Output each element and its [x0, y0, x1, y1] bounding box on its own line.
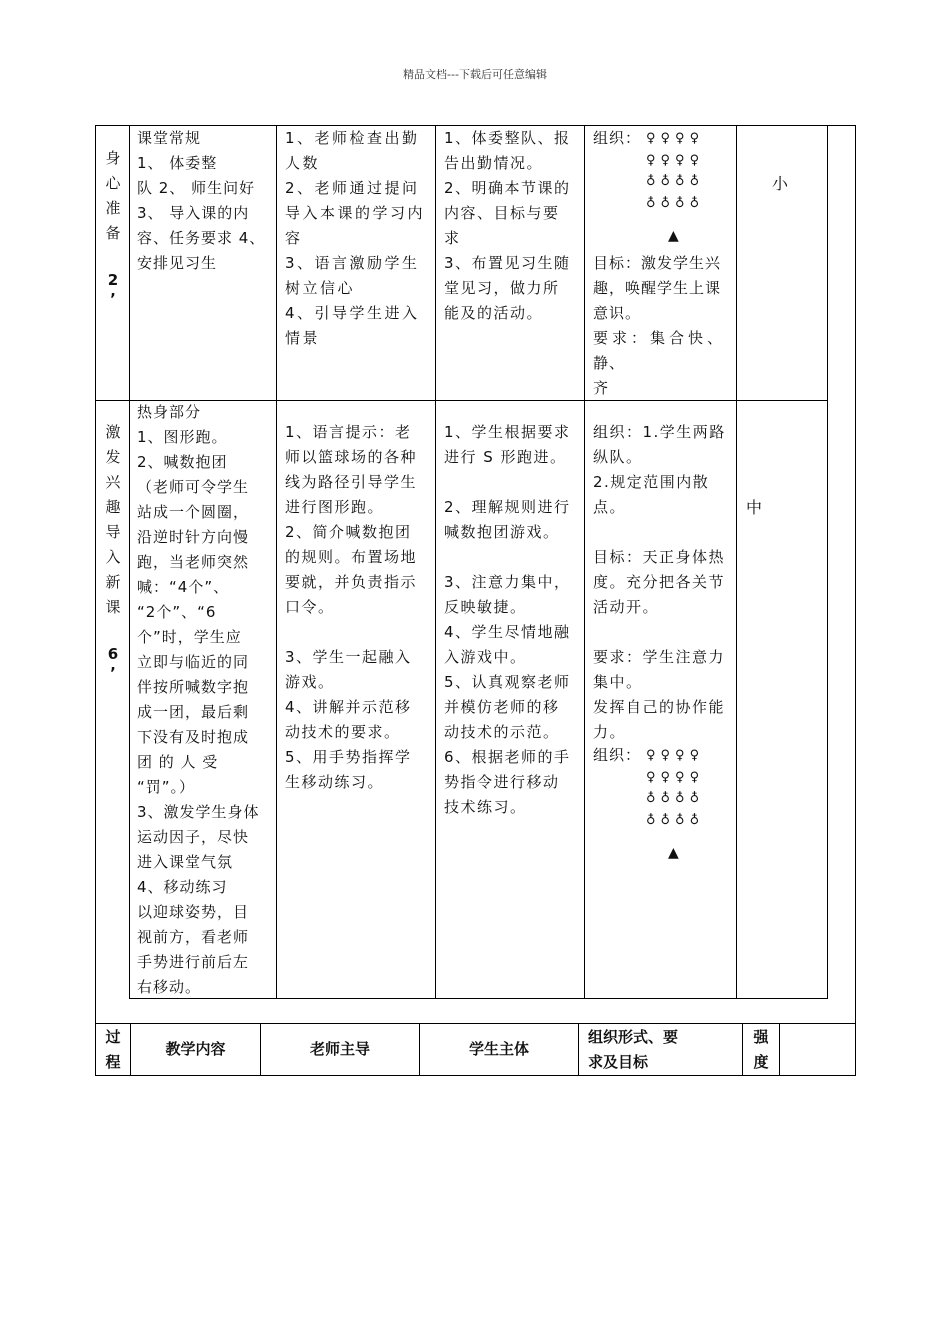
col-divider [779, 1023, 780, 1075]
col-divider [129, 125, 130, 999]
stage-label: 激 发 兴 趣 导 入 新 课 6 ’ [105, 423, 121, 682]
formation-diagram: ♀♀♀♀ ♀♀♀♀ ♁♁♁♁ ♁♁♁♁ [646, 748, 705, 828]
header-org: 组织形式、要 求及目标 [588, 1028, 679, 1071]
intensity-cell: 中 [746, 498, 764, 517]
col-divider [435, 125, 436, 999]
header-student: 学生主体 [468, 1040, 529, 1058]
org-label: 组织： [593, 129, 642, 147]
teacher-marker-icon: ▲ [668, 228, 679, 244]
header-process: 过 程 [105, 1028, 121, 1071]
header-intensity: 强 度 [753, 1028, 769, 1071]
col-divider [736, 125, 737, 999]
org-cell: 组织：1.学生两路 纵队。 2.规定范围内散 点。 目标：天正身体热 度。充分把各关节 活动开。 要求：学生注意力 集中。 发挥自己的协作能 力。 [593, 423, 726, 741]
stage-label: 身 心 准 备 2 ’ [105, 149, 121, 308]
col-divider [578, 1023, 579, 1075]
student-cell: 1、学生根据要求 进行 S 形跑进。 2、理解规则进行 喊数抱团游戏。 3、注意力集中， 反映敏捷。 4、学生尽情地融 入游戏中。 5、认真观察老师 并模仿老师的移 动技术的示范。 6、根据老师的手 势指令进行移动 技术练习。 [444, 423, 571, 816]
content-cell: 课堂常规 1、 体委整 队 2、 师生问好 3、 导入课的内 容、任务要求 4、 安排见习生 [137, 129, 266, 272]
org-label: 组织： [593, 746, 642, 764]
teacher-cell: 1、老师检查出勤 人数 2、老师通过提问 导入本课的学习内 容 3、语言激励学生 树立信心 4、引导学生进入 情景 [285, 129, 426, 347]
header-teacher: 老师主导 [309, 1040, 370, 1058]
formation-diagram: ♀♀♀♀ ♀♀♀♀ ♁♁♁♁ ♁♁♁♁ [646, 131, 705, 211]
col-divider [276, 125, 277, 999]
header-content: 教学内容 [165, 1040, 226, 1058]
student-cell: 1、体委整队、报 告出勤情况。 2、明确本节课的 内容、目标与要 求 3、布置见习生随 堂见习，做力所 能及的活动。 [444, 129, 571, 322]
intensity-cell: 小 [772, 174, 790, 193]
content-cell: 热身部分 1、图形跑。 2、喊数抱团 （老师可令学生 站成一个圆圈， 沿逆时针方向慢 跑，当老师突然 喊：“4个”、 “2个”、“6 个”时，学生应 立即与临近的同 伴按所喊数字抱 成一团，最后剩 下没有及时抱成 团 的 人 受 “罚”。） 3、激发学生身体 运动因子，尽快 进入课堂气氛 4、移动练习 以迎球姿势，目 视前方，看老师 手势进行前后左 右移动。 [137, 403, 260, 996]
col-divider [827, 125, 828, 999]
teacher-marker-icon: ▲ [668, 845, 679, 861]
page-header: 精品文档---下载后可任意编辑 [403, 68, 547, 81]
teacher-cell: 1、语言提示：老 师以篮球场的各种 线为路径引导学生 进行图形跑。 2、简介喊数抱团 的规则。布置场地 要就，并负责指示 口令。 3、学生一起融入 游戏。 4、讲解并示范移 动技术的要求。 5、用手势指挥学 生移动练习。 [285, 423, 418, 791]
org-cell: 目标：激发学生兴 趣，唤醒学生上课 意识。 要求：集合快、 静、 齐 [593, 254, 727, 397]
col-divider [584, 125, 585, 999]
